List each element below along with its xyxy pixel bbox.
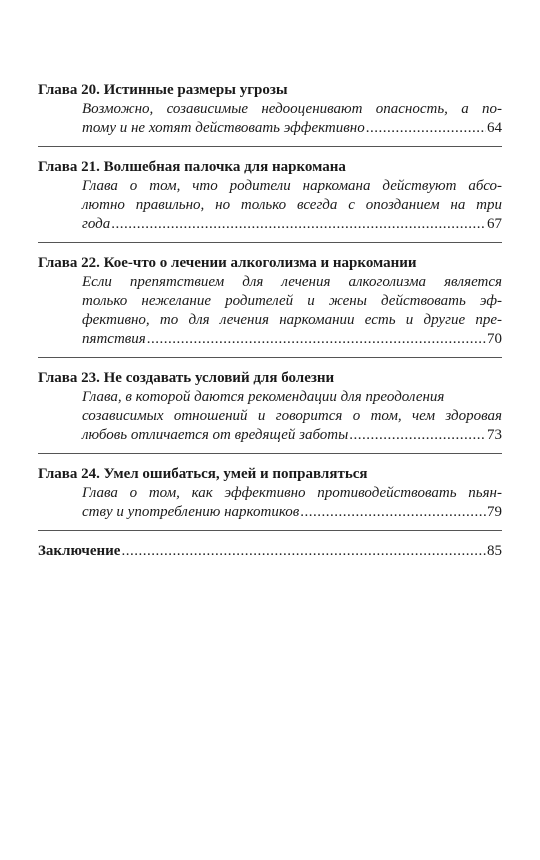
divider xyxy=(38,242,502,243)
divider xyxy=(38,453,502,454)
chapter-title: Глава 21. Волшебная палочка для наркомана xyxy=(38,159,346,175)
chapter-title: Глава 24. Умел ошибаться, умей и поправляться xyxy=(38,466,368,482)
chapter-description xyxy=(38,273,502,349)
description-line: лютно правильно, но только всегда с опозданием на три xyxy=(82,197,502,213)
dot-leader xyxy=(121,541,486,561)
page-number: 79 xyxy=(487,504,502,520)
chapter-title: Глава 22. Кое-что о лечении алкоголизма и наркомании xyxy=(38,255,417,271)
dot-leader xyxy=(300,503,486,522)
dot-leader xyxy=(349,426,486,445)
dot-leader xyxy=(366,119,486,138)
toc-entry-chapter-21 xyxy=(38,157,502,234)
description-last-line: тому и не хотят действовать эффективно xyxy=(82,120,365,136)
description-line: Глава о том, что родители наркомана действуют абсо- xyxy=(82,178,502,194)
description-line: Если препятствием для лечения алкоголизма является xyxy=(82,274,502,290)
chapter-description xyxy=(38,177,502,234)
description-last-line: пятствия xyxy=(82,331,146,347)
dot-leader xyxy=(147,330,486,349)
toc-leader-row xyxy=(82,119,502,138)
description-last-line: года xyxy=(82,216,111,232)
description-last-line: ству и употреблению наркотиков xyxy=(82,504,300,520)
divider xyxy=(38,357,502,358)
chapter-title: Глава 20. Истинные размеры угрозы xyxy=(38,82,288,98)
toc-leader-row xyxy=(82,426,502,445)
description-line: фективно, то для лечения наркомании есть и другие пре- xyxy=(82,312,502,328)
toc-entry-chapter-20 xyxy=(38,80,502,138)
divider xyxy=(38,146,502,147)
toc-entry-chapter-24 xyxy=(38,464,502,522)
description-line: Возможно, созависимые недооценивают опасность, а по- xyxy=(82,101,502,117)
toc-leader-row xyxy=(82,503,502,522)
toc-entry-chapter-22 xyxy=(38,253,502,349)
toc-entry-chapter-23 xyxy=(38,368,502,445)
description-last-line: любовь отличается от вредящей заботы xyxy=(82,427,349,443)
chapter-title: Глава 23. Не создавать условий для болезни xyxy=(38,370,335,386)
divider xyxy=(38,530,502,531)
description-line: только нежелание родителей и жены действовать эф- xyxy=(82,293,502,309)
page-number: 85 xyxy=(487,543,502,559)
description-line: Глава о том, как эффективно противодействовать пьян- xyxy=(82,485,502,501)
page-number: 64 xyxy=(487,120,502,136)
page-number: 73 xyxy=(487,427,502,443)
toc-leader-row xyxy=(82,330,502,349)
chapter-description xyxy=(38,484,502,522)
description-line: созависимых отношений и говорится о том, чем здоровая xyxy=(82,408,502,424)
description-line: Глава, в которой даются рекомендации для преодоления xyxy=(82,389,445,405)
toc-entry-conclusion xyxy=(38,541,502,561)
chapter-description xyxy=(38,388,502,445)
page-number: 70 xyxy=(487,331,502,347)
chapter-description xyxy=(38,100,502,138)
table-of-contents xyxy=(38,80,502,561)
toc-leader-row xyxy=(82,215,502,234)
conclusion-label: Заключение xyxy=(38,543,121,559)
toc-leader-row xyxy=(38,541,502,561)
page-number: 67 xyxy=(487,216,502,232)
dot-leader xyxy=(111,215,486,234)
